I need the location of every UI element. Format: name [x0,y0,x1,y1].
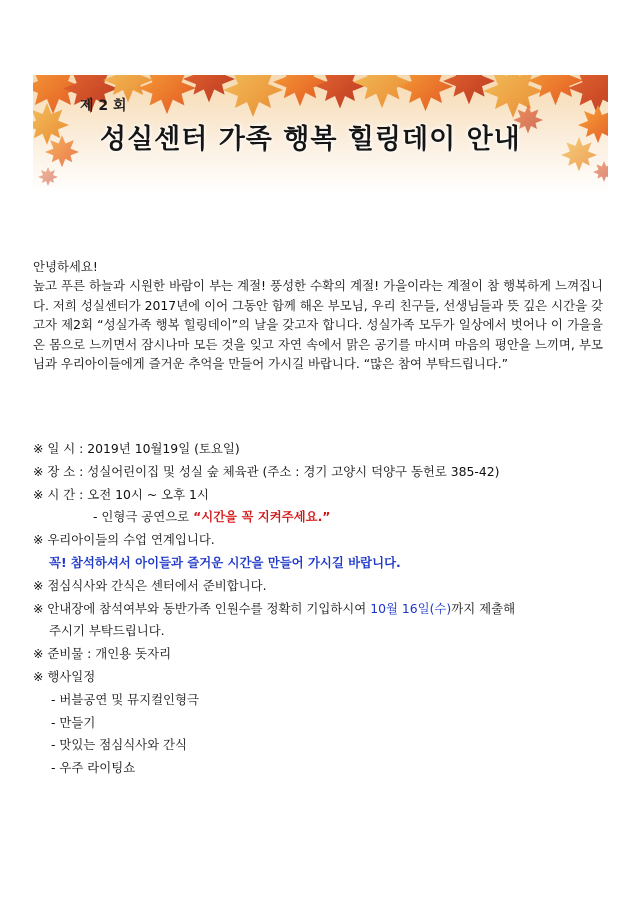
schedule-label: ※ 행사일정 [33,668,96,684]
rsvp-prefix: ※ 안내장에 참석여부와 동반가족 인원수를 정확히 기입하시여 [33,600,371,616]
rsvp-line-2: 주시기 부탁드립니다. [49,623,165,639]
greeting: 안녕하세요! [33,259,98,274]
time-note-prefix: - 인형극 공연으로 [93,509,194,525]
schedule-item: - 만들기 [51,714,96,730]
meal-line: ※ 점심식사와 간식은 센터에서 준비합니다. [33,577,267,593]
intro-paragraph: 높고 푸른 하늘과 시원한 바람이 부는 계절! 풍성한 수확의 계절! 가을이라는 계절이 참 행복하게 느껴집니다. 저희 성실센터가 2017년에 이어 그동안 함께 해온 부모님, 우리 친구들, 선생님들과 뜻 깊은 시간을 갖고자 제2회 “성실가족 행복 힐링데이”의 날을 갖고자 합니다. 성실가족 모두가 일상에서 벗어나 이 가을을 온 몸으로 느끼면서 잠시나마 모든 것을 잊고 자연 속에서 맑은 공기를 마시며 마음의 평안을 느끼며, 부모님과 우리아이들에게 즐거운 추억을 만들어 가시길 바랍니다. “많은 참여 부탁드립니다.” [33,278,603,372]
episode-label: 제 2 회 [80,98,127,114]
date-line: ※ 일 시 : 2019년 10월19일 (토요일) [33,441,240,456]
schedule-item: - 버블공연 및 뮤지컬인형극 [51,691,199,707]
rsvp-line [33,599,603,622]
rsvp-suffix: 까지 제출해 [451,600,516,616]
time-note-emphasis: “시간을 꼭 지켜주세요.” [193,509,331,525]
event-details [33,439,603,781]
time-note [33,507,603,530]
class-link-note: 꼭! 참석하셔서 아이들과 즐거운 시간을 만들어 가시길 바랍니다. [49,554,401,570]
class-link-line: ※ 우리아이들의 수업 연계입니다. [33,532,215,548]
schedule-item: - 맛있는 점심식사와 간식 [51,737,187,753]
page-title: 성실센터 가족 행복 힐링데이 안내 [100,124,521,155]
place-line: ※ 장 소 : 성실어린이집 및 성실 숲 체육관 (주소 : 경기 고양시 덕양구 동헌로 385-42) [33,463,500,479]
supplies-line: ※ 준비물 : 개인용 돗자리 [33,646,172,662]
schedule-item: - 우주 라이팅쇼 [51,760,136,776]
rsvp-deadline: 10월 16일(수) [370,600,452,616]
time-line: ※ 시 간 : 오전 10시 ~ 오후 1시 [33,486,209,502]
